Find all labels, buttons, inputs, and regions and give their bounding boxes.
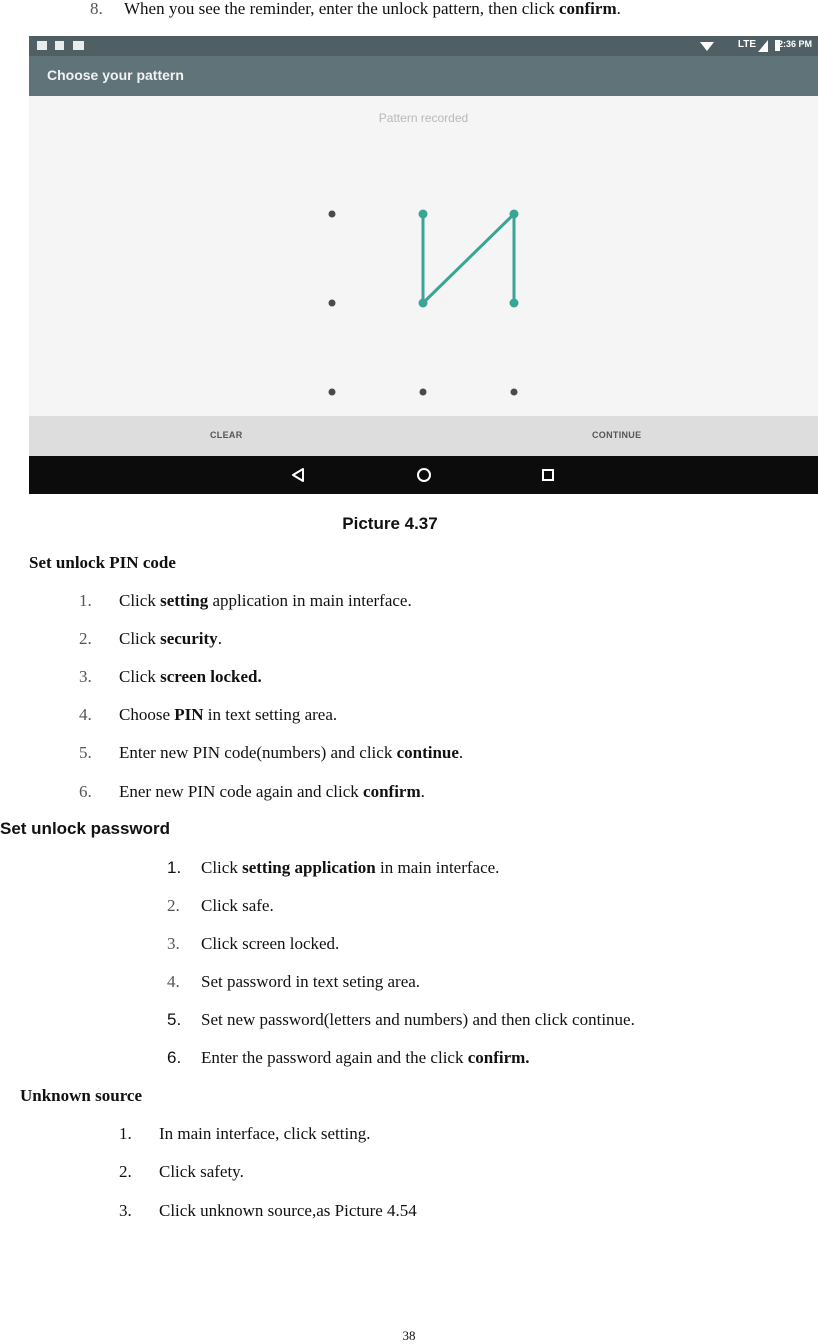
list-item — [167, 896, 274, 916]
item-bold-text: setting application — [242, 858, 376, 877]
wifi-icon — [700, 40, 714, 52]
item-number: 2. — [167, 896, 180, 915]
list-item — [79, 743, 463, 763]
item-bold-text: confirm — [363, 782, 421, 801]
pattern-screenshot — [29, 36, 818, 494]
item-text: Ener new PIN code again and click — [119, 782, 364, 801]
section-heading-password: Set unlock password — [0, 819, 171, 838]
item-number: 5. — [167, 1010, 182, 1029]
recents-icon[interactable] — [541, 468, 555, 482]
item-text: Enter the password again and the click — [201, 1048, 468, 1067]
pattern-dot-8[interactable] — [420, 389, 427, 396]
continue-button[interactable]: CONTINUE — [592, 430, 642, 440]
item-number: 1. — [167, 858, 182, 877]
item-bold-text: screen locked. — [160, 667, 262, 686]
list-item — [79, 629, 222, 649]
list-item — [167, 1048, 530, 1068]
list-item — [119, 1201, 417, 1221]
item-number: 4. — [167, 972, 180, 991]
item-number: 2. — [79, 629, 92, 648]
item-text-end: . — [458, 743, 464, 762]
item-number: 3. — [119, 1201, 132, 1220]
item-bold-text: PIN — [174, 705, 204, 724]
step-bold-text: confirm — [559, 0, 617, 18]
list-item — [119, 1162, 244, 1182]
item-bold-text: security — [160, 629, 218, 648]
pattern-dot-6[interactable] — [510, 299, 519, 308]
item-text-end: application in main interface. — [208, 591, 412, 610]
notification-icon — [37, 41, 47, 50]
item-bold-text: confirm. — [467, 1048, 530, 1067]
item-number: 5. — [79, 743, 92, 762]
item-number: 6. — [79, 782, 92, 801]
item-text-end: . — [217, 629, 222, 648]
item-bold-text: setting — [160, 591, 209, 610]
step-text: When you see the reminder, enter the unlock pattern, then click — [124, 0, 560, 18]
item-number: 6. — [167, 1048, 182, 1067]
list-item — [119, 1124, 370, 1144]
button-bar — [29, 416, 818, 456]
pattern-dot-7[interactable] — [329, 389, 336, 396]
item-text: Click screen locked. — [201, 934, 340, 953]
page-number: 38 — [402, 1328, 416, 1343]
item-bold-text: continue — [396, 743, 459, 762]
item-number: 3. — [167, 934, 180, 953]
status-bar — [29, 36, 818, 56]
item-text-end: in text setting area. — [203, 705, 338, 724]
item-text: Set password in text seting area. — [201, 972, 421, 991]
item-text: Enter new PIN code(numbers) and click — [119, 743, 397, 762]
pattern-dot-3[interactable] — [510, 210, 519, 219]
list-item — [167, 972, 420, 992]
app-bar-title: Choose your pattern — [47, 67, 184, 83]
back-icon[interactable] — [291, 468, 305, 482]
pattern-dot-9[interactable] — [511, 389, 518, 396]
signal-icon — [758, 40, 768, 52]
figure-caption: Picture 4.37 — [342, 514, 438, 533]
pattern-segment — [423, 214, 514, 303]
pattern-dot-2[interactable] — [419, 210, 428, 219]
list-item — [167, 858, 499, 878]
step-8 — [90, 0, 621, 19]
item-text: Click — [119, 591, 161, 610]
section-heading-unknown-source: Unknown source — [20, 1086, 143, 1105]
home-icon[interactable] — [416, 467, 432, 483]
step-text-end: . — [616, 0, 621, 18]
pattern-grid[interactable] — [29, 96, 818, 416]
pattern-dot-1[interactable] — [329, 211, 336, 218]
navigation-bar — [29, 456, 818, 494]
item-number: 1. — [119, 1124, 132, 1143]
list-item — [79, 591, 412, 611]
item-text: Click — [119, 629, 161, 648]
pattern-dot-5[interactable] — [419, 299, 428, 308]
pattern-dot-4[interactable] — [329, 300, 336, 307]
item-text: Click — [201, 858, 243, 877]
item-text: Set new password(letters and numbers) and then click continue. — [201, 1010, 635, 1029]
item-text: Click unknown source,as Picture 4.54 — [159, 1201, 417, 1220]
item-number: 2. — [119, 1162, 132, 1181]
item-number: 3. — [79, 667, 92, 686]
list-item — [79, 705, 337, 725]
clear-button[interactable]: CLEAR — [210, 430, 243, 440]
item-text-end: . — [420, 782, 425, 801]
list-item — [167, 1010, 635, 1030]
item-number: 1. — [79, 591, 92, 610]
image-icon — [73, 41, 84, 50]
item-text-end: in main interface. — [375, 858, 500, 877]
item-text: In main interface, click setting. — [159, 1124, 371, 1143]
network-type: LTE — [737, 39, 756, 50]
list-item — [79, 782, 425, 802]
item-text: Click — [119, 667, 161, 686]
step-number: 8. — [90, 0, 103, 18]
pattern-status-message: Pattern recorded — [378, 111, 469, 125]
item-text: Choose — [119, 705, 175, 724]
list-item — [79, 667, 262, 687]
item-number: 4. — [79, 705, 92, 724]
pattern-path — [423, 214, 514, 303]
list-item — [167, 934, 339, 954]
sd-card-icon — [55, 41, 64, 50]
section-heading-pin: Set unlock PIN code — [29, 553, 176, 572]
clock: 2:36 PM — [777, 39, 812, 49]
item-text: Click safe. — [201, 896, 274, 915]
item-text: Click safety. — [159, 1162, 244, 1181]
